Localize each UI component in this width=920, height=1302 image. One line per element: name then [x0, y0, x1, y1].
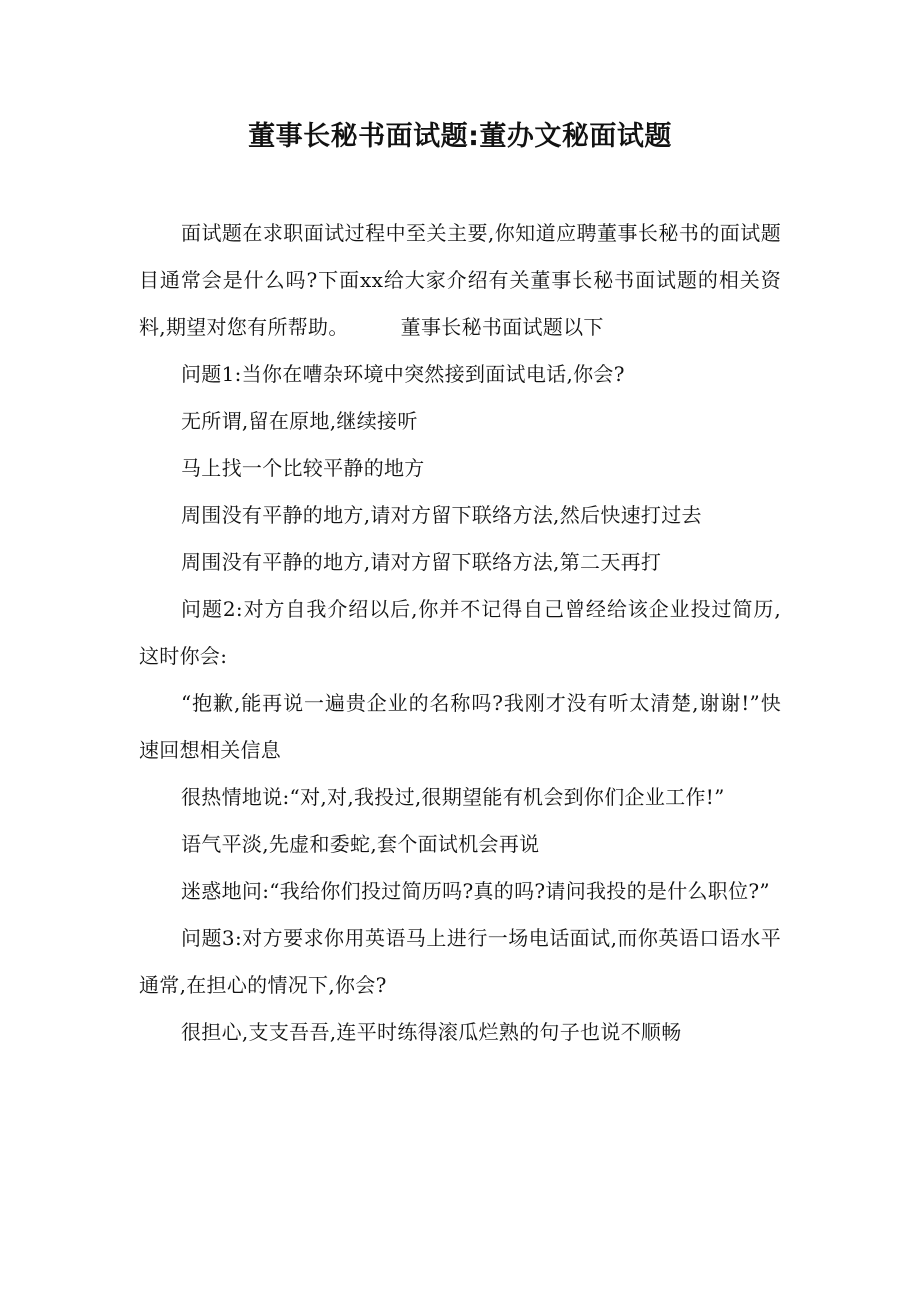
intro-paragraph: [139, 210, 781, 351]
answer-option: “抱歉,能再说一遍贵企业的名称吗?我刚才没有听太清楚,谢谢!”快速回想相关信息: [139, 691, 781, 762]
answer-option: 马上找一个比较平静的地方: [181, 456, 425, 480]
answer-option: 周围没有平静的地方,请对方留下联络方法,第二天再打: [181, 550, 662, 574]
answer-option: 很热情地说:“对,对,我投过,很期望能有机会到你们企业工作!”: [181, 785, 725, 809]
question-1: 问题1:当你在嘈杂环境中突然接到面试电话,你会?: [181, 362, 625, 386]
answer-option: 周围没有平静的地方,请对方留下联络方法,然后快速打过去: [181, 503, 702, 527]
answer-option: 很担心,支支吾吾,连平时练得滚瓜烂熟的句子也说不顺畅: [181, 1020, 682, 1044]
answer-option: 语气平淡,先虚和委蛇,套个面试机会再说: [181, 832, 540, 856]
intro-subheading: 董事长秘书面试题以下: [400, 315, 604, 339]
question-2: 问题2:对方自我介绍以后,你并不记得自己曾经给该企业投过简历,这时你会:: [139, 597, 781, 668]
answer-option: 迷惑地问:“我给你们投过简历吗?真的吗?请问我投的是什么职位?”: [181, 879, 770, 903]
intro-text: 面试题在求职面试过程中至关主要,你知道应聘董事长秘书的面试题目通常会是什么吗?下面xx给大家介绍有关董事长秘书面试题的相关资料,期望对您有所帮助。: [139, 221, 781, 339]
question-3: 问题3:对方要求你用英语马上进行一场电话面试,而你英语口语水平通常,在担心的情况下,你会?: [139, 926, 781, 997]
document-body: [139, 210, 781, 1056]
answer-option: 无所谓,留在原地,继续接听: [181, 409, 418, 433]
document-title: 董事长秘书面试题:董办文秘面试题: [248, 121, 672, 152]
